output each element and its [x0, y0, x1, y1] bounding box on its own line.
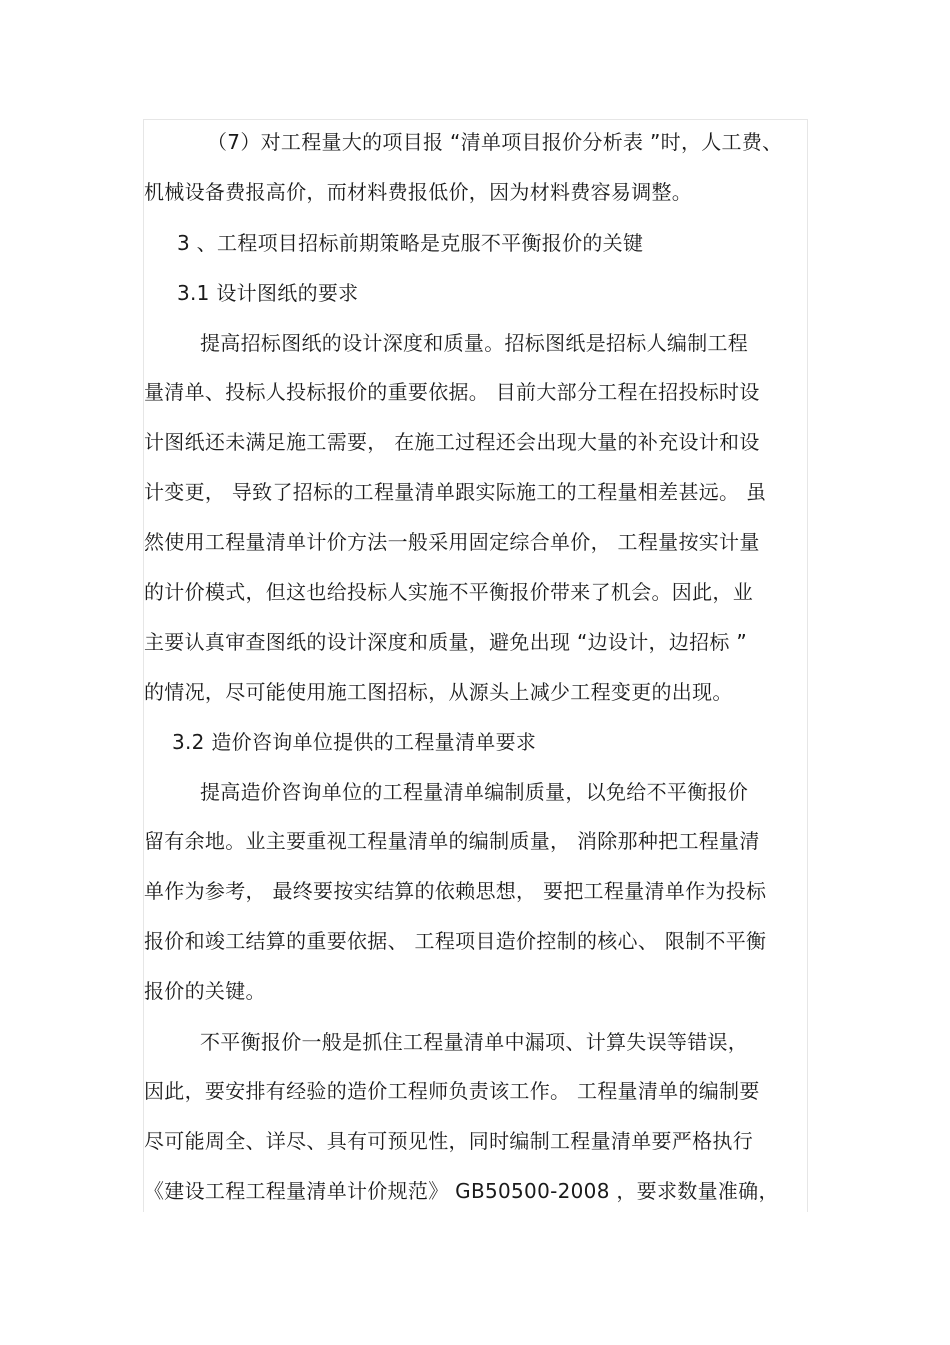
text-line: 报价的关键。 [144, 979, 266, 1003]
text-line: 计变更， 导致了招标的工程量清单跟实际施工的工程量相差甚远。 虽 [144, 480, 767, 504]
text-line: 提高招标图纸的设计深度和质量。招标图纸是招标人编制工程 [200, 331, 749, 355]
section-heading: 3 、工程项目招标前期策略是克服不平衡报价的关键 [177, 231, 644, 255]
text-line: 尽可能周全、详尽、具有可预见性，同时编制工程量清单要严格执行 [144, 1129, 753, 1153]
text-line: 报价和竣工结算的重要依据、 工程项目造价控制的核心、 限制不平衡 [144, 929, 767, 953]
text-line: 提高造价咨询单位的工程量清单编制质量，以免给不平衡报价 [200, 780, 749, 804]
text-line: （7）对工程量大的项目报 “清单项目报价分析表 ”时，人工费、 [207, 130, 783, 154]
subsection-heading: 3.2 造价咨询单位提供的工程量清单要求 [172, 730, 537, 754]
page-border-left [143, 119, 144, 1212]
text-line: 不平衡报价一般是抓住工程量清单中漏项、计算失误等错误， [200, 1030, 749, 1054]
text-line: 《建设工程工程量清单计价规范》 GB50500-2008 ，要求数量准确， [144, 1179, 779, 1203]
text-line: 留有余地。业主要重视工程量清单的编制质量， 消除那种把工程量清 [144, 829, 760, 853]
subsection-heading: 3.1 设计图纸的要求 [177, 281, 359, 305]
text-line: 因此，要安排有经验的造价工程师负责该工作。 工程量清单的编制要 [144, 1079, 760, 1103]
text-line: 然使用工程量清单计价方法一般采用固定综合单价， 工程量按实计量 [144, 530, 760, 554]
text-line: 的情况，尽可能使用施工图招标，从源头上减少工程变更的出现。 [144, 680, 733, 704]
page-border-top [143, 119, 807, 120]
text-line: 计图纸还未满足施工需要， 在施工过程还会出现大量的补充设计和设 [144, 430, 760, 454]
text-line: 的计价模式，但这也给投标人实施不平衡报价带来了机会。因此，业 [144, 580, 753, 604]
page-border-right [807, 119, 808, 1212]
text-line: 单作为参考， 最终要按实结算的依赖思想， 要把工程量清单作为投标 [144, 879, 767, 903]
text-line: 机械设备费报高价，而材料费报低价，因为材料费容易调整。 [144, 180, 693, 204]
text-line: 量清单、投标人投标报价的重要依据。 目前大部分工程在招投标时设 [144, 380, 760, 404]
text-line: 主要认真审查图纸的设计深度和质量，避免出现 “边设计，边招标 ” [144, 630, 748, 654]
